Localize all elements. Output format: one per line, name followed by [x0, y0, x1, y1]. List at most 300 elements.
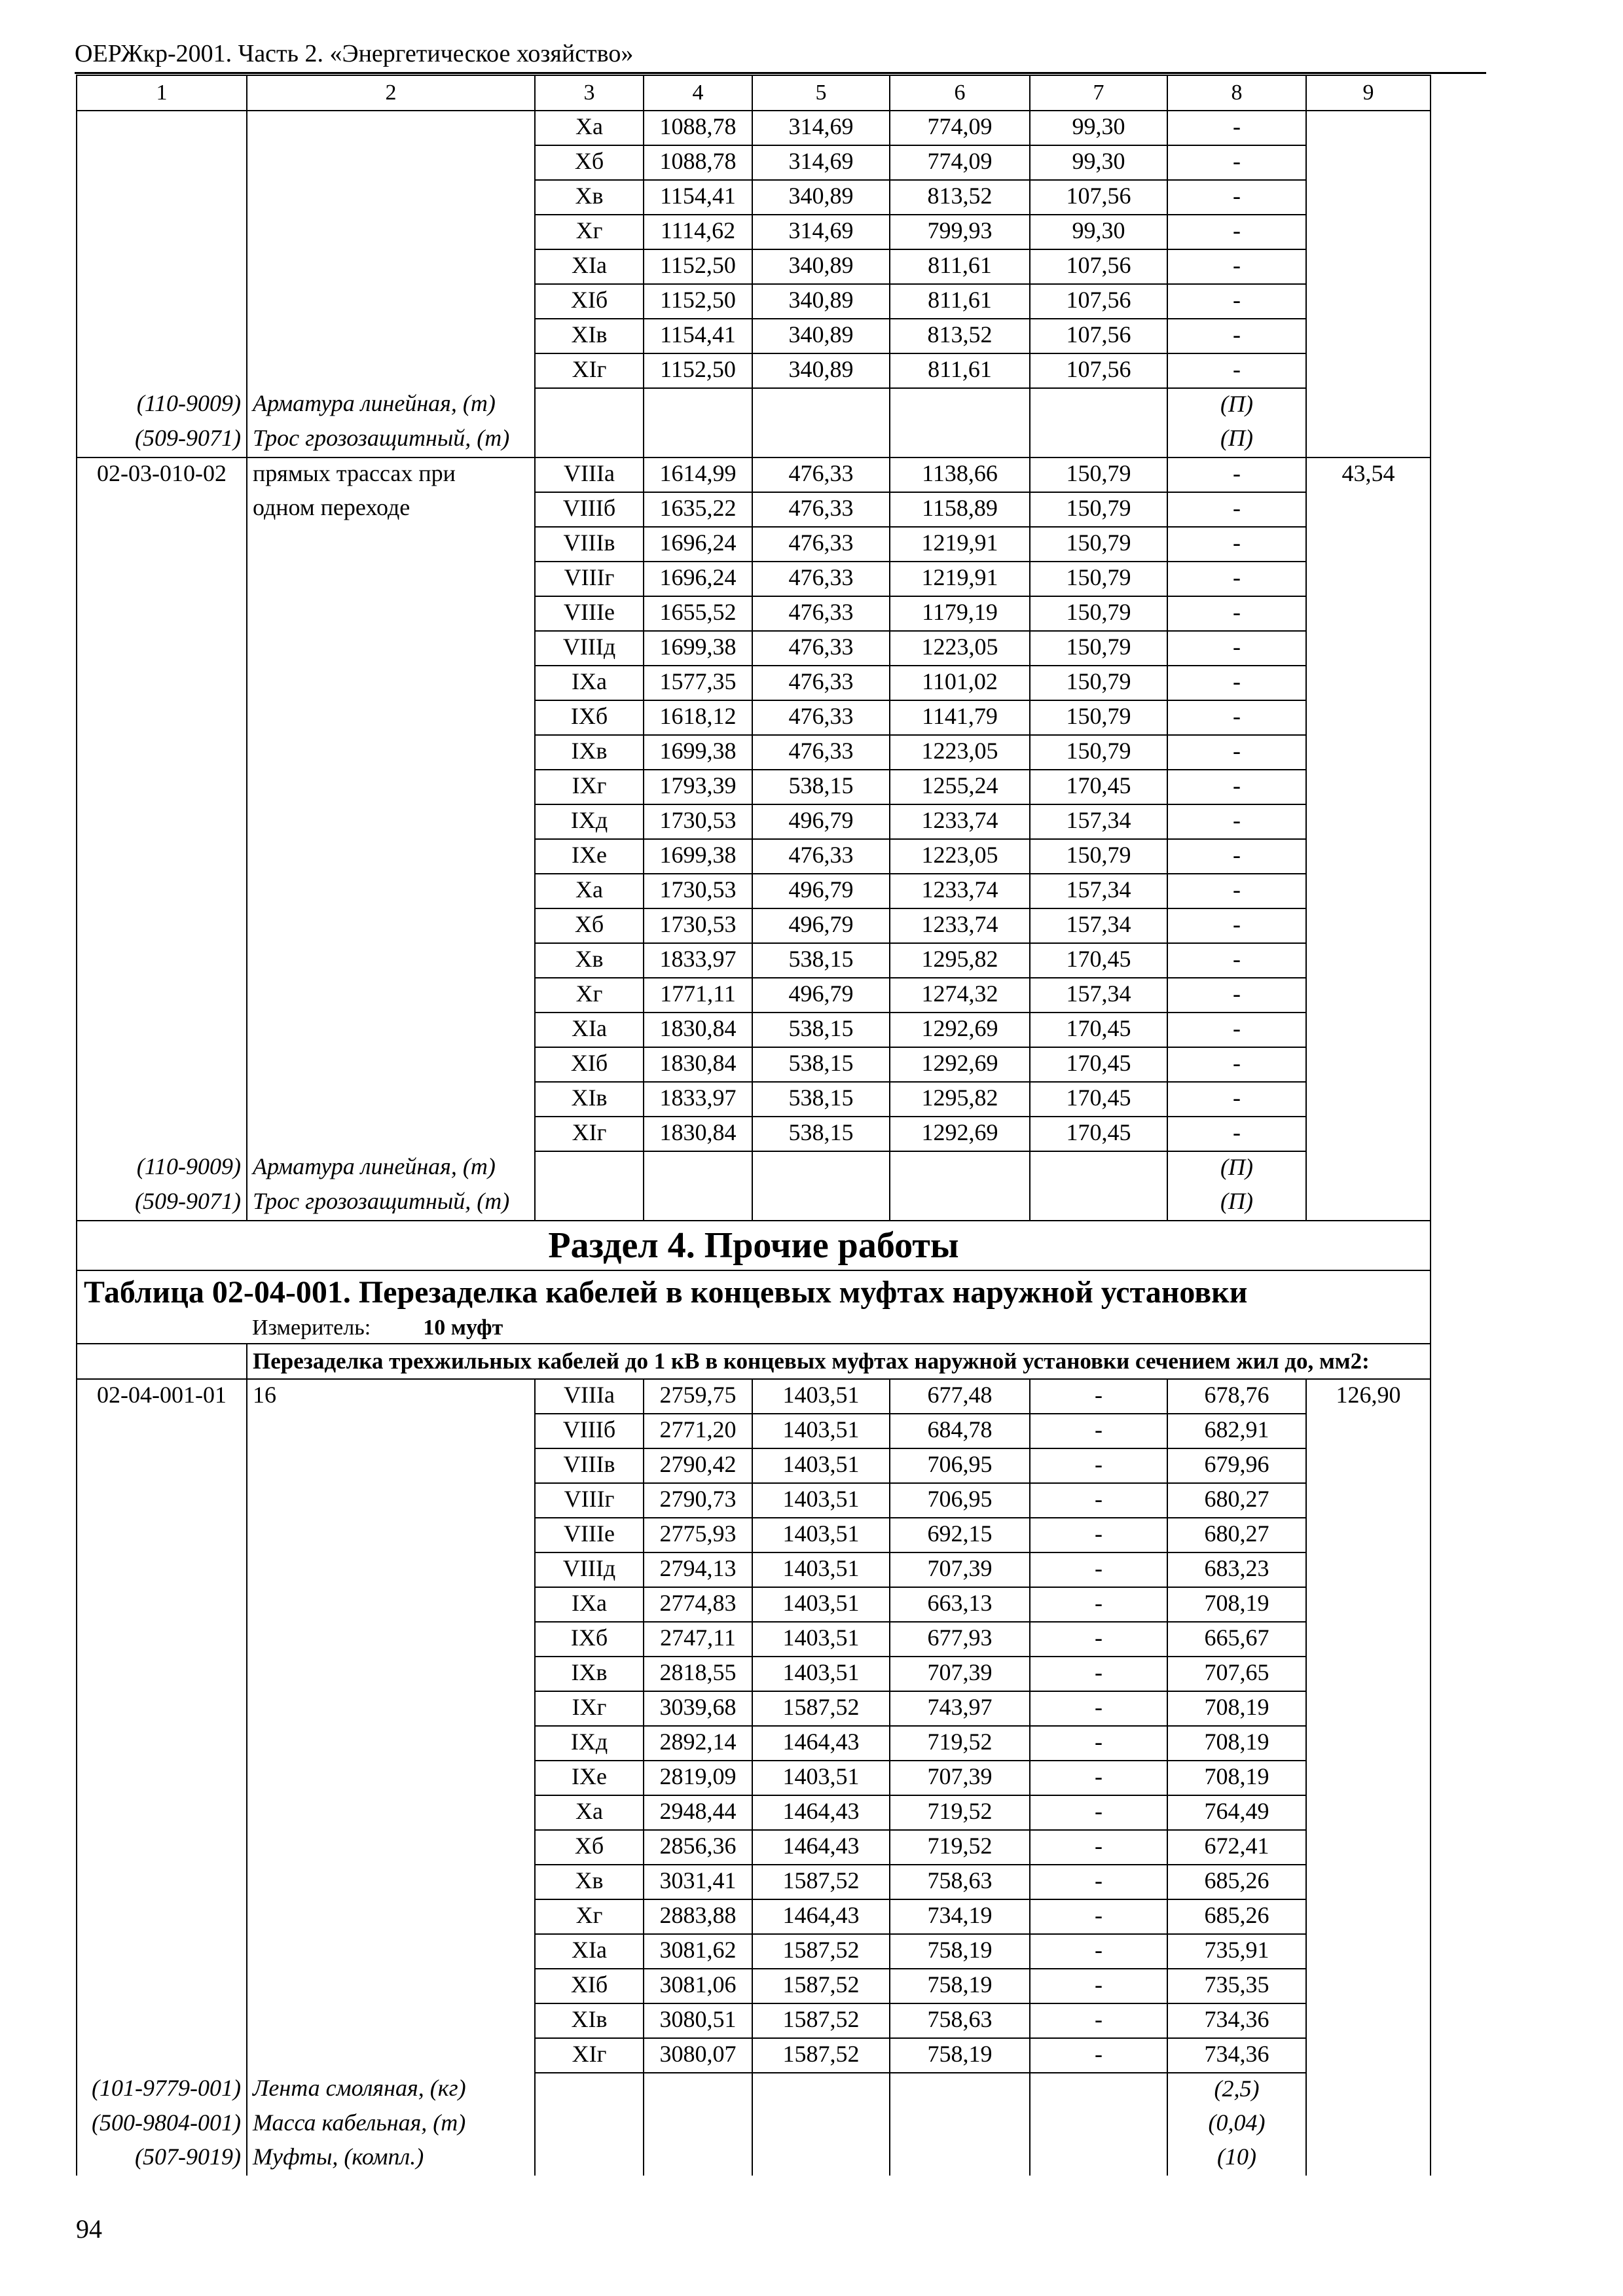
zone-code: XIв	[535, 319, 644, 353]
labor-cost	[1306, 1726, 1431, 1761]
work-name	[247, 1082, 535, 1117]
labor-cost	[1306, 1657, 1431, 1691]
rate-code	[77, 735, 247, 770]
work-name	[247, 1013, 535, 1047]
rate-code	[77, 249, 247, 284]
zone-code: IXг	[535, 1691, 644, 1726]
material-name: Лента смоляная, (кг)	[247, 2073, 535, 2108]
work-name	[247, 1552, 535, 1587]
machine-costs: 1274,32	[890, 978, 1030, 1013]
operator-wages: 150,79	[1030, 839, 1167, 874]
wages: 340,89	[752, 180, 890, 215]
table-row	[77, 1414, 1431, 1448]
labor-cost	[1306, 145, 1431, 180]
direct-costs: 1830,84	[644, 1117, 752, 1151]
zone-code: XIб	[535, 284, 644, 319]
machine-costs: 677,93	[890, 1622, 1030, 1657]
work-name	[247, 1899, 535, 1934]
work-name	[247, 1117, 535, 1151]
direct-costs: 1730,53	[644, 804, 752, 839]
empty-cell	[1030, 1151, 1167, 1186]
materials-cost: 708,19	[1167, 1587, 1306, 1622]
work-name	[247, 527, 535, 562]
rate-code	[77, 284, 247, 319]
column-number: 1	[77, 75, 247, 111]
table-row	[77, 1899, 1431, 1934]
empty-cell	[1030, 2142, 1167, 2176]
empty-cell	[1306, 1151, 1431, 1186]
labor-cost	[1306, 353, 1431, 388]
machine-costs: 719,52	[890, 1830, 1030, 1865]
materials-cost: -	[1167, 631, 1306, 666]
labor-cost	[1306, 1013, 1431, 1047]
direct-costs: 1655,52	[644, 596, 752, 631]
work-name	[247, 908, 535, 943]
table-row	[77, 215, 1431, 249]
work-name	[247, 1448, 535, 1483]
wages: 1587,52	[752, 1969, 890, 2003]
wages: 496,79	[752, 908, 890, 943]
zone-code: VIIIб	[535, 492, 644, 527]
operator-wages: 107,56	[1030, 249, 1167, 284]
work-name	[247, 596, 535, 631]
machine-costs: 1292,69	[890, 1117, 1030, 1151]
materials-cost: -	[1167, 145, 1306, 180]
table-row	[77, 111, 1431, 145]
empty-cell	[77, 1344, 247, 1379]
machine-costs: 1295,82	[890, 1082, 1030, 1117]
material-quantity: (2,5)	[1167, 2073, 1306, 2108]
table-row	[77, 1657, 1431, 1691]
material-row	[77, 2142, 1431, 2176]
materials-cost: 707,65	[1167, 1657, 1306, 1691]
work-name	[247, 249, 535, 284]
materials-cost: -	[1167, 111, 1306, 145]
zone-code: XIa	[535, 249, 644, 284]
rate-code	[77, 1865, 247, 1899]
machine-costs: 719,52	[890, 1726, 1030, 1761]
direct-costs: 1152,50	[644, 284, 752, 319]
table-row	[77, 1082, 1431, 1117]
rate-code	[77, 215, 247, 249]
table-row	[77, 457, 1431, 492]
work-name	[247, 1969, 535, 2003]
materials-cost: -	[1167, 735, 1306, 770]
empty-cell	[752, 388, 890, 423]
direct-costs: 1154,41	[644, 180, 752, 215]
labor-cost	[1306, 978, 1431, 1013]
wages: 340,89	[752, 284, 890, 319]
machine-costs: 811,61	[890, 353, 1030, 388]
empty-cell	[535, 423, 644, 457]
column-number: 4	[644, 75, 752, 111]
direct-costs: 1088,78	[644, 145, 752, 180]
work-name	[247, 1657, 535, 1691]
machine-costs: 1223,05	[890, 839, 1030, 874]
direct-costs: 3080,51	[644, 2003, 752, 2038]
wages: 1403,51	[752, 1518, 890, 1552]
table-row	[77, 770, 1431, 804]
material-name: Муфты, (компл.)	[247, 2142, 535, 2176]
rate-code	[77, 145, 247, 180]
labor-cost	[1306, 943, 1431, 978]
rate-code	[77, 804, 247, 839]
labor-cost	[1306, 111, 1431, 145]
table-row	[77, 1518, 1431, 1552]
direct-costs: 3080,07	[644, 2038, 752, 2073]
zone-code: VIIIa	[535, 1379, 644, 1414]
column-number: 5	[752, 75, 890, 111]
direct-costs: 1577,35	[644, 666, 752, 700]
empty-cell	[535, 388, 644, 423]
machine-costs: 1233,74	[890, 908, 1030, 943]
labor-cost	[1306, 1587, 1431, 1622]
materials-cost: -	[1167, 527, 1306, 562]
table-row	[77, 1587, 1431, 1622]
direct-costs: 2794,13	[644, 1552, 752, 1587]
direct-costs: 2819,09	[644, 1761, 752, 1795]
zone-code: IXб	[535, 1622, 644, 1657]
table-row	[77, 804, 1431, 839]
material-code: (509-9071)	[77, 423, 247, 457]
operator-wages: -	[1030, 1934, 1167, 1969]
labor-cost	[1306, 1117, 1431, 1151]
machine-costs: 677,48	[890, 1379, 1030, 1414]
operator-wages: -	[1030, 1691, 1167, 1726]
rate-code: 02-04-001-01	[77, 1379, 247, 1414]
material-row	[77, 388, 1431, 423]
machine-costs: 811,61	[890, 249, 1030, 284]
work-name	[247, 1761, 535, 1795]
work-name	[247, 2003, 535, 2038]
wages: 1464,43	[752, 1899, 890, 1934]
materials-cost: 672,41	[1167, 1830, 1306, 1865]
zone-code: Xб	[535, 145, 644, 180]
machine-costs: 758,19	[890, 1934, 1030, 1969]
work-name: прямых трассах при	[247, 457, 535, 492]
operator-wages: 150,79	[1030, 527, 1167, 562]
empty-cell	[535, 2142, 644, 2176]
labor-cost	[1306, 908, 1431, 943]
materials-cost: -	[1167, 700, 1306, 735]
labor-cost	[1306, 804, 1431, 839]
labor-cost	[1306, 319, 1431, 353]
materials-cost: 685,26	[1167, 1865, 1306, 1899]
unit-row	[77, 1313, 1431, 1344]
table-row	[77, 631, 1431, 666]
rate-code	[77, 1587, 247, 1622]
work-name: одном переходе	[247, 492, 535, 527]
zone-code: Xв	[535, 180, 644, 215]
materials-cost: -	[1167, 284, 1306, 319]
operator-wages: -	[1030, 1414, 1167, 1448]
direct-costs: 2747,11	[644, 1622, 752, 1657]
labor-cost: 126,90	[1306, 1379, 1431, 1414]
table-row	[77, 1483, 1431, 1518]
operator-wages: 99,30	[1030, 215, 1167, 249]
materials-cost: 735,35	[1167, 1969, 1306, 2003]
materials-cost: 708,19	[1167, 1761, 1306, 1795]
rate-code	[77, 1448, 247, 1483]
machine-costs: 1219,91	[890, 562, 1030, 596]
operator-wages: 150,79	[1030, 631, 1167, 666]
empty-cell	[644, 423, 752, 457]
operator-wages: -	[1030, 1795, 1167, 1830]
rate-code	[77, 1934, 247, 1969]
wages: 314,69	[752, 215, 890, 249]
labor-cost	[1306, 770, 1431, 804]
direct-costs: 2818,55	[644, 1657, 752, 1691]
direct-costs: 2771,20	[644, 1414, 752, 1448]
work-name: 16	[247, 1379, 535, 1414]
wages: 1403,51	[752, 1379, 890, 1414]
material-name: Трос грозозащитный, (т)	[247, 423, 535, 457]
wages: 538,15	[752, 1047, 890, 1082]
machine-costs: 743,97	[890, 1691, 1030, 1726]
work-name	[247, 284, 535, 319]
material-row	[77, 2108, 1431, 2142]
table-row	[77, 284, 1431, 319]
machine-costs: 1233,74	[890, 874, 1030, 908]
labor-cost	[1306, 1552, 1431, 1587]
materials-cost: -	[1167, 180, 1306, 215]
empty-cell	[752, 2108, 890, 2142]
rate-code	[77, 1414, 247, 1448]
wages: 476,33	[752, 596, 890, 631]
material-quantity: (П)	[1167, 1186, 1306, 1221]
labor-cost	[1306, 874, 1431, 908]
materials-cost: -	[1167, 492, 1306, 527]
column-number: 6	[890, 75, 1030, 111]
zone-code: Xa	[535, 1795, 644, 1830]
material-code: (110-9009)	[77, 388, 247, 423]
operator-wages: 150,79	[1030, 596, 1167, 631]
operator-wages: 170,45	[1030, 1082, 1167, 1117]
column-numbers-row	[77, 75, 1431, 111]
zone-code: IXд	[535, 804, 644, 839]
rate-code	[77, 700, 247, 735]
empty-cell	[535, 2108, 644, 2142]
direct-costs: 1152,50	[644, 249, 752, 284]
work-name	[247, 1865, 535, 1899]
zone-code: XIг	[535, 2038, 644, 2073]
wages: 476,33	[752, 457, 890, 492]
materials-cost: -	[1167, 839, 1306, 874]
work-name	[247, 180, 535, 215]
materials-cost: -	[1167, 978, 1306, 1013]
wages: 476,33	[752, 562, 890, 596]
wages: 476,33	[752, 631, 890, 666]
zone-code: IXa	[535, 666, 644, 700]
machine-costs: 758,19	[890, 1969, 1030, 2003]
table-row	[77, 666, 1431, 700]
wages: 1587,52	[752, 2038, 890, 2073]
work-name	[247, 978, 535, 1013]
table-row	[77, 1761, 1431, 1795]
empty-cell	[1306, 423, 1431, 457]
machine-costs: 799,93	[890, 215, 1030, 249]
zone-code: VIIIг	[535, 562, 644, 596]
operator-wages: -	[1030, 1587, 1167, 1622]
zone-code: IXг	[535, 770, 644, 804]
wages: 1403,51	[752, 1448, 890, 1483]
empty-cell	[1306, 2108, 1431, 2142]
material-code: (101-9779-001)	[77, 2073, 247, 2108]
table-row	[77, 180, 1431, 215]
direct-costs: 2774,83	[644, 1587, 752, 1622]
zone-code: VIIIe	[535, 1518, 644, 1552]
direct-costs: 2790,73	[644, 1483, 752, 1518]
rate-code	[77, 562, 247, 596]
materials-cost: -	[1167, 596, 1306, 631]
table-row	[77, 353, 1431, 388]
rate-code	[77, 978, 247, 1013]
labor-cost	[1306, 1761, 1431, 1795]
table-row	[77, 978, 1431, 1013]
materials-cost: 679,96	[1167, 1448, 1306, 1483]
materials-cost: -	[1167, 1117, 1306, 1151]
wages: 1403,51	[752, 1657, 890, 1691]
empty-cell	[644, 2142, 752, 2176]
labor-cost	[1306, 2003, 1431, 2038]
materials-cost: -	[1167, 1013, 1306, 1047]
labor-cost	[1306, 735, 1431, 770]
operator-wages: 107,56	[1030, 353, 1167, 388]
work-name	[247, 1726, 535, 1761]
operator-wages: 170,45	[1030, 1117, 1167, 1151]
column-number: 9	[1306, 75, 1431, 111]
zone-code: Xг	[535, 215, 644, 249]
material-row	[77, 1186, 1431, 1221]
direct-costs: 2790,42	[644, 1448, 752, 1483]
zone-code: VIIIг	[535, 1483, 644, 1518]
table-title: Таблица 02-04-001. Перезаделка кабелей в концевых муфтах наружной установки	[77, 1270, 1431, 1313]
table-row	[77, 1622, 1431, 1657]
empty-cell	[77, 1313, 247, 1344]
wages: 314,69	[752, 111, 890, 145]
rate-code	[77, 943, 247, 978]
wages: 476,33	[752, 527, 890, 562]
operator-wages: 170,45	[1030, 1013, 1167, 1047]
machine-costs: 706,95	[890, 1483, 1030, 1518]
direct-costs: 1152,50	[644, 353, 752, 388]
labor-cost	[1306, 249, 1431, 284]
direct-costs: 1114,62	[644, 215, 752, 249]
direct-costs: 2759,75	[644, 1379, 752, 1414]
empty-cell	[1306, 2073, 1431, 2108]
rates-table	[76, 75, 1431, 2176]
zone-code: IXв	[535, 1657, 644, 1691]
zone-code: IXв	[535, 735, 644, 770]
materials-cost: 764,49	[1167, 1795, 1306, 1830]
machine-costs: 758,19	[890, 2038, 1030, 2073]
table-row	[77, 1047, 1431, 1082]
zone-code: XIг	[535, 1117, 644, 1151]
materials-cost: -	[1167, 943, 1306, 978]
zone-code: XIг	[535, 353, 644, 388]
operator-wages: -	[1030, 1483, 1167, 1518]
work-name	[247, 562, 535, 596]
material-code: (500-9804-001)	[77, 2108, 247, 2142]
machine-costs: 758,63	[890, 1865, 1030, 1899]
rate-code	[77, 527, 247, 562]
wages: 538,15	[752, 943, 890, 978]
section-row	[77, 1221, 1431, 1270]
unit-value: 10 муфт	[423, 1316, 503, 1340]
rate-code	[77, 1622, 247, 1657]
operator-wages: 170,45	[1030, 943, 1167, 978]
direct-costs: 1614,99	[644, 457, 752, 492]
materials-cost: 678,76	[1167, 1379, 1306, 1414]
column-number: 7	[1030, 75, 1167, 111]
zone-code: IXд	[535, 1726, 644, 1761]
zone-code: IXб	[535, 700, 644, 735]
wages: 1587,52	[752, 1865, 890, 1899]
material-quantity: (П)	[1167, 388, 1306, 423]
material-name: Масса кабельная, (т)	[247, 2108, 535, 2142]
wages: 1403,51	[752, 1622, 890, 1657]
zone-code: Xв	[535, 1865, 644, 1899]
zone-code: Xб	[535, 1830, 644, 1865]
empty-cell	[644, 388, 752, 423]
direct-costs: 3081,06	[644, 1969, 752, 2003]
labor-cost	[1306, 1830, 1431, 1865]
table-row	[77, 1726, 1431, 1761]
table-row	[77, 1795, 1431, 1830]
materials-cost: 708,19	[1167, 1726, 1306, 1761]
materials-cost: 665,67	[1167, 1622, 1306, 1657]
direct-costs: 1793,39	[644, 770, 752, 804]
rate-code	[77, 874, 247, 908]
materials-cost: -	[1167, 804, 1306, 839]
wages: 1403,51	[752, 1414, 890, 1448]
labor-cost	[1306, 1795, 1431, 1830]
rate-code	[77, 1483, 247, 1518]
empty-cell	[644, 1186, 752, 1221]
materials-cost: 682,91	[1167, 1414, 1306, 1448]
zone-code: XIa	[535, 1013, 644, 1047]
work-name	[247, 666, 535, 700]
zone-code: Xa	[535, 874, 644, 908]
work-name	[247, 804, 535, 839]
labor-cost	[1306, 1691, 1431, 1726]
direct-costs: 2892,14	[644, 1726, 752, 1761]
wages: 496,79	[752, 978, 890, 1013]
material-row	[77, 1151, 1431, 1186]
empty-cell	[752, 1186, 890, 1221]
wages: 340,89	[752, 249, 890, 284]
work-name	[247, 839, 535, 874]
direct-costs: 1699,38	[644, 735, 752, 770]
zone-code: XIв	[535, 1082, 644, 1117]
empty-cell	[890, 2142, 1030, 2176]
rate-code	[77, 1047, 247, 1082]
wages: 538,15	[752, 770, 890, 804]
table-row	[77, 1865, 1431, 1899]
rate-code	[77, 1726, 247, 1761]
machine-costs: 1223,05	[890, 631, 1030, 666]
direct-costs: 2856,36	[644, 1830, 752, 1865]
table-row	[77, 596, 1431, 631]
materials-cost: -	[1167, 215, 1306, 249]
section-title: Раздел 4. Прочие работы	[77, 1221, 1431, 1270]
direct-costs: 2775,93	[644, 1518, 752, 1552]
labor-cost	[1306, 1082, 1431, 1117]
operator-wages: -	[1030, 1969, 1167, 2003]
direct-costs: 1833,97	[644, 943, 752, 978]
zone-code: XIб	[535, 1969, 644, 2003]
operator-wages: 107,56	[1030, 319, 1167, 353]
